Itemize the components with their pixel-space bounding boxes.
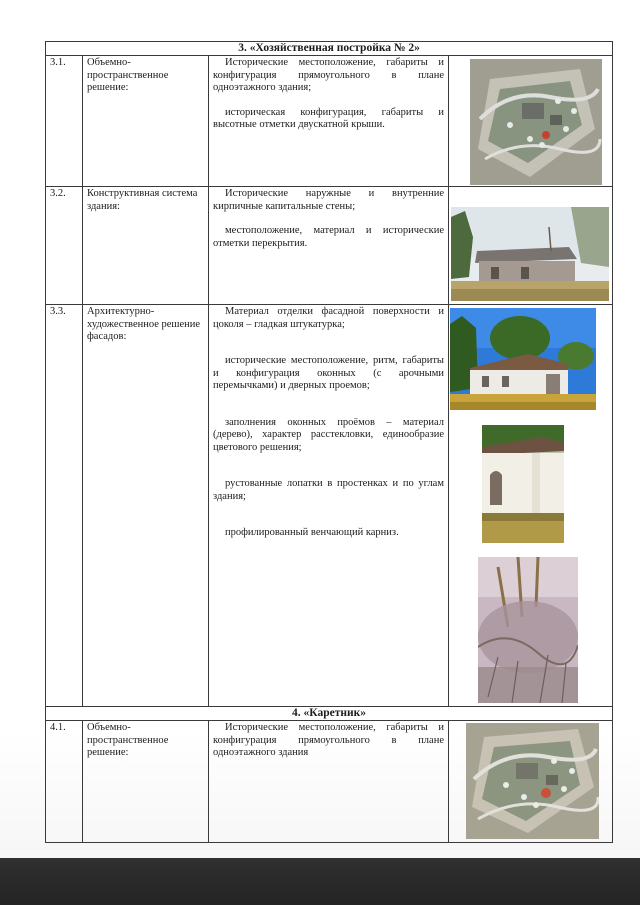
description-paragraph: местоположение, материал и исторические отметки перекрытия. [213,225,444,249]
section-header [46,707,613,721]
row-number: 3.1. [46,56,83,187]
table-row [46,187,613,305]
row-number: 3.3. [46,305,83,707]
row-name: Объемно-пространственное решение: [83,56,209,187]
description-paragraph: Исторические местоположение, габариты и конфигурация прямоугольного в плане одноэтажного здания [213,722,444,758]
section-header [46,42,613,56]
row-name: Архитектурно-художественное решение фасадов: [83,305,209,707]
aerial-site-plan-image [470,59,602,185]
image-cell [449,305,613,707]
aerial-site-plan-image [466,723,599,839]
row-description [209,305,449,707]
description-paragraph: рустованные лопатки в простенках и по углам здания; [213,478,444,502]
row-description [209,721,449,843]
description-paragraph: исторические местоположение, ритм, габариты и конфигурация оконных (с арочными перемычками) и дверных проемов; [213,355,444,391]
table-row [46,721,613,843]
window-detail-photo-image [482,425,564,543]
description-paragraph: Исторические наружные и внутренние кирпичные капитальные стены; [213,188,444,212]
row-name: Конструктивная система здания: [83,187,209,305]
object-protection-table [45,41,613,843]
row-description [209,187,449,305]
image-cell [449,721,613,843]
section-title: 4. «Каретник» [46,707,613,721]
description-paragraph: заполнения оконных проёмов – материал (дерево), характер расстекловки, единообразие цветового решения; [213,416,444,453]
description-paragraph: историческая конфигурация, габариты и высотные отметки двускатной крыши. [213,106,444,130]
table-row [46,305,613,707]
section-title: 3. «Хозяйственная постройка № 2» [46,42,613,56]
facade-photo-image [450,308,596,410]
description-paragraph: Материал отделки фасадной поверхности и цоколя – гладкая штукатурка; [213,306,444,330]
row-number: 3.2. [46,187,83,305]
scan-border [0,858,640,905]
row-number: 4.1. [46,721,83,843]
cornice-photo-image [478,557,578,703]
description-paragraph: Исторические местоположение, габариты и конфигурация прямоугольного в плане одноэтажного здания; [213,57,444,93]
table-row [46,56,613,187]
building-photo-image [451,207,609,301]
image-cell [449,187,613,305]
row-name: Объемно-пространственное решение: [83,721,209,843]
image-cell [449,56,613,187]
description-paragraph: профилированный венчающий карниз. [225,527,399,538]
row-description [209,56,449,187]
